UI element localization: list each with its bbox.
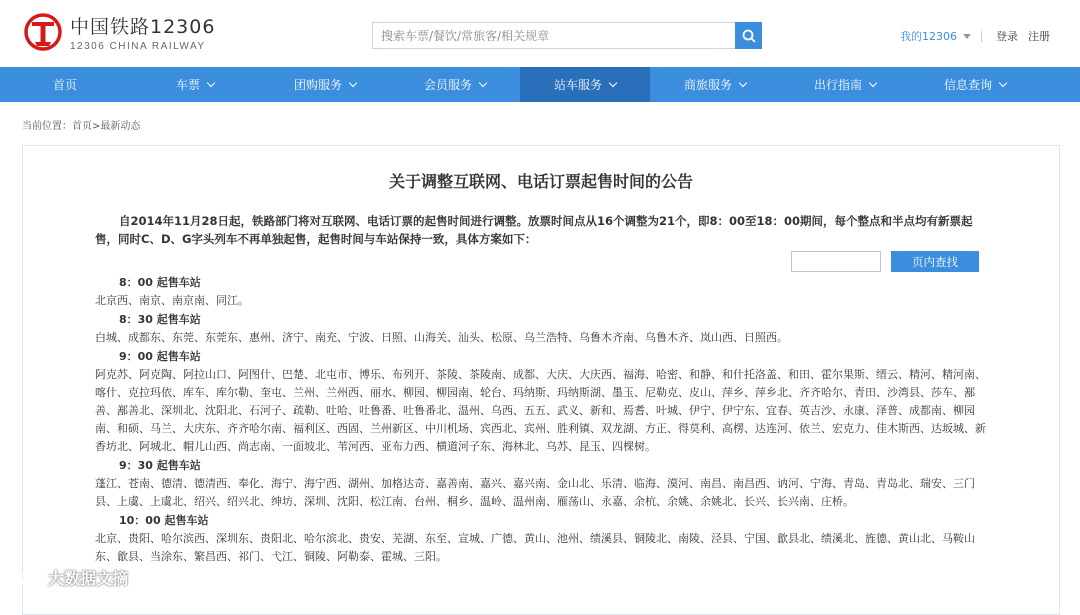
section-title: 10：00 起售车站 xyxy=(119,514,209,527)
chevron-down-icon xyxy=(999,78,1007,86)
section-title: 8：00 起售车站 xyxy=(119,276,201,289)
railway-logo-icon xyxy=(24,13,62,51)
section-stations: 北京、贵阳、哈尔滨西、深圳东、贵阳北、哈尔滨北、贵安、芜湖、东至、宣城、广德、黄山、池州、绩溪县、铜陵北、南陵、泾县、宁国、歙县北、绩溪北、旌德、黄山北、马鞍山东、歙县、当涂东、繁昌西、祁门、弋江、铜陵、阿勒泰、霍城、三阳。 xyxy=(95,532,975,563)
nav-item-label: 首页 xyxy=(52,78,77,92)
nav-item-tickets[interactable] xyxy=(130,67,260,102)
nav-item-label: 车票 xyxy=(175,78,200,92)
divider xyxy=(981,31,982,42)
article-title: 关于调整互联网、电话订票起售时间的公告 xyxy=(388,172,693,191)
section-stations: 白城、成都东、东莞、东莞东、惠州、济宁、南充、宁波、日照、山海关、汕头、松原、乌兰浩特、乌鲁木齐南、乌鲁木齐、岚山西、日照西。 xyxy=(95,331,788,344)
breadcrumb: 当前位置：首页>最新动态 xyxy=(22,120,141,132)
nav-item-home[interactable] xyxy=(0,67,130,102)
account-links xyxy=(900,28,1056,44)
my-account-label: 我的12306 xyxy=(900,30,957,43)
watermark-logo-icon xyxy=(6,568,48,588)
chevron-down-icon xyxy=(207,78,215,86)
section-title: 9：30 起售车站 xyxy=(119,459,201,472)
article-panel xyxy=(22,145,1060,615)
section-stations: 北京西、南京、南京南、同江。 xyxy=(95,294,249,307)
section-stations: 阿克苏、阿克陶、阿拉山口、阿图什、巴楚、北屯市、博乐、布列开、茶陵、茶陵南、成都、大庆、大庆西、福海、哈密、和静、和什托洛盖、和田、霍尔果斯、缙云、精河、精河南、喀什、克拉玛依、库车、库尔勒、奎屯、兰州、兰州西、丽水、柳园、柳园南、轮台、玛纳斯、玛纳斯湖、墨玉、尼勒克、皮山、萍乡、萍乡北、齐齐哈尔、青田、沙湾县、莎车、鄯善、鄯善北、深圳北、沈阳北、石河子、疏勒、吐哈、吐鲁番、吐鲁番北、温州、乌西、五五、武义、新和、焉耆、叶城、伊宁、伊宁东、宜春、英吉沙、永康、泽普、成都南、柳园南、和硕、马兰、大庆东、齐齐哈尔南、福利区、西固、兰州新区、中川机场、宾西北、宾州、胜利镇、双龙湖、方正、得莫利、高楞、达连河、依兰、宏克力、佳木斯西、达坂城、新香坊北、阿城北、帽儿山西、尚志南、一面坡北、苇河西、亚布力西、横道河子东、海林北、乌苏、昆玉、四棵树。 xyxy=(95,368,986,453)
search-icon xyxy=(742,29,756,43)
watermark-text: 大数据文摘 xyxy=(48,569,129,588)
nav-item-station-service[interactable] xyxy=(520,67,650,102)
register-link[interactable]: 注册 xyxy=(1028,30,1050,43)
chevron-down-icon xyxy=(869,78,877,86)
find-input[interactable] xyxy=(791,251,881,272)
search-bar xyxy=(372,22,762,49)
nav-item-group-buy[interactable] xyxy=(260,67,390,102)
nav-item-label: 团购服务 xyxy=(293,78,342,92)
nav-item-label: 出行指南 xyxy=(813,78,862,92)
logo-title: 中国铁路12306 xyxy=(70,16,216,38)
site-logo[interactable] xyxy=(24,12,215,52)
section-title: 8：30 起售车站 xyxy=(119,313,201,326)
find-in-page-button[interactable]: 页内查找 xyxy=(891,251,979,272)
page-find xyxy=(791,251,979,272)
my-account-menu[interactable] xyxy=(900,28,971,44)
nav-item-info-query[interactable] xyxy=(910,67,1040,102)
section-title: 9：00 起售车站 xyxy=(119,350,201,363)
main-nav xyxy=(0,67,1080,102)
chevron-down-icon xyxy=(739,78,747,86)
nav-item-label: 信息查询 xyxy=(943,78,992,92)
nav-item-label: 会员服务 xyxy=(423,78,472,92)
site-header xyxy=(0,0,1080,67)
search-button[interactable] xyxy=(735,22,762,49)
chevron-down-icon xyxy=(609,78,617,86)
chevron-down-icon xyxy=(349,78,357,86)
section-stations: 蓬江、苍南、德清、德清西、奉化、海宁、海宁西、湖州、加格达奇、嘉善南、嘉兴、嘉兴南、金山北、乐清、临海、漠河、南昌、南昌西、讷河、宁海、青岛、青岛北、瑞安、三门县、上虞、上虞北、绍兴、绍兴北、绅坊、深圳、沈阳、松江南、台州、桐乡、温岭、温州南、雁荡山、永嘉、余杭、余姚、余姚北、长兴、长兴南、庄桥。 xyxy=(95,477,975,508)
logo-subtitle: 12306 CHINA RAILWAY xyxy=(70,41,206,52)
nav-item-travel-guide[interactable] xyxy=(780,67,910,102)
nav-item-business-travel[interactable] xyxy=(650,67,780,102)
caret-down-icon xyxy=(963,34,971,39)
login-link[interactable]: 登录 xyxy=(996,30,1018,43)
nav-item-label: 商旅服务 xyxy=(683,78,732,92)
chevron-down-icon xyxy=(479,78,487,86)
nav-item-membership[interactable] xyxy=(390,67,520,102)
nav-item-label: 站车服务 xyxy=(553,78,602,92)
article-intro: 自2014年11月28日起，铁路部门将对互联网、电话订票的起售时间进行调整。放票时间点从16个调整为21个，即8：00至18：00期间，每个整点和半点均有新票起售，同时C、D、G字头列车不再单独起售，起售时间与车站保持一致，具体方案如下： xyxy=(95,214,973,246)
watermark xyxy=(6,566,128,589)
search-input[interactable] xyxy=(372,22,735,49)
schedule-list xyxy=(95,274,990,567)
